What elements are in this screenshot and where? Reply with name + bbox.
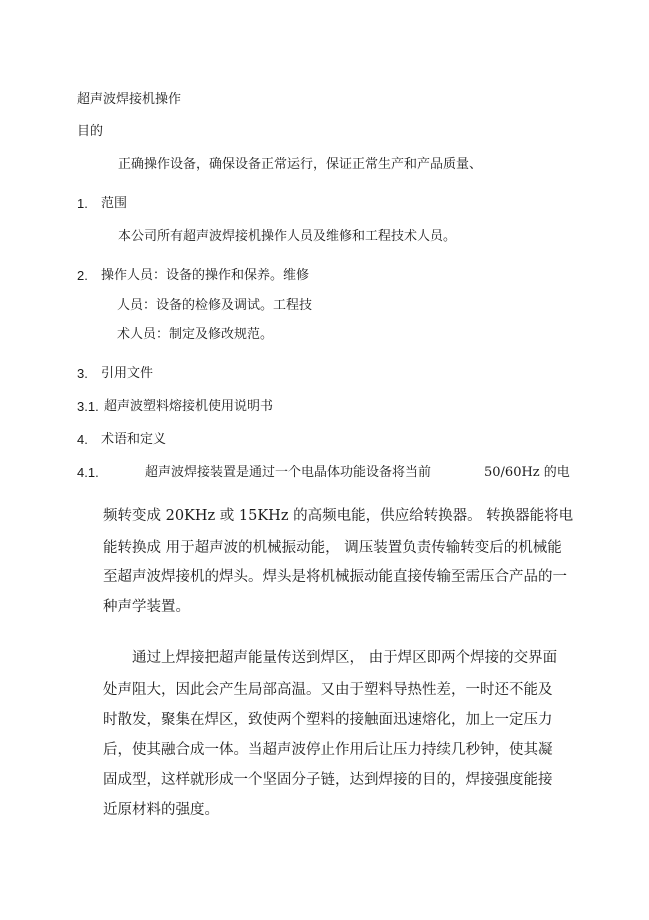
term-para1-line-5: 种声学装置。 (103, 599, 190, 615)
term-para2-line-1: 通过上焊接把超声能量传送到焊区， 由于焊区即两个焊接的交界面 (132, 650, 558, 666)
roles-line-3: 术人员：制定及修改规范。 (117, 327, 274, 342)
terms-heading: 术语和定义 (101, 432, 167, 447)
term-para1-line-2: 频转变成 20KHz 或 15KHz 的高频电能，供应给转换器。 转换器能将电 (103, 508, 574, 524)
references-number: 3. (77, 366, 88, 381)
term-para1-first-a: 超声波焊接装置是通过一个电晶体功能设备将当前 (145, 465, 432, 480)
reference-item-text: 超声波塑料熔接机使用说明书 (104, 399, 274, 414)
term-para2-line-3: 时散发，聚集在焊区，致使两个塑料的接触面迅速熔化，加上一定压力 (103, 712, 553, 728)
term-para2-line-4: 后，使其融合成一体。当超声波停止作用后让压力持续几秒钟，使其凝 (103, 742, 553, 758)
roles-line-1: 操作人员：设备的操作和保养。维修 (101, 268, 310, 283)
term-item-number: 4.1. (77, 465, 99, 480)
references-heading: 引用文件 (101, 366, 154, 381)
roles-number: 2. (77, 268, 88, 283)
scope-text: 本公司所有超声波焊接机操作人员及维修和工程技术人员。 (118, 229, 457, 244)
terms-number: 4. (77, 432, 88, 447)
term-para1-line-3: 能转换成 用于超声波的机械振动能， 调压装置负责传输转变后的机械能 (103, 540, 562, 556)
roles-line-2: 人员：设备的检修及调试。工程技 (117, 298, 313, 313)
term-para2-line-5: 固成型，这样就形成一个坚固分子链，达到焊接的目的，焊接强度能接 (103, 772, 553, 788)
reference-item-number: 3.1. (77, 399, 99, 414)
term-para2-line-2: 处声阻大，因此会产生局部高温。又由于塑料导热性差，一时还不能及 (103, 682, 553, 698)
purpose-text: 正确操作设备，确保设备正常运行，保证正常生产和产品质量、 (118, 157, 483, 172)
scope-number: 1. (77, 196, 88, 211)
scope-heading: 范围 (101, 196, 128, 211)
term-para2-line-6: 近原材料的强度。 (103, 802, 219, 818)
purpose-heading: 目的 (77, 124, 104, 139)
term-para1-line-4: 至超声波焊接机的焊头。焊头是将机械振动能直接传输至需压合产品的一 (103, 569, 567, 585)
term-para1-first-b: 50/60Hz 的电 (484, 465, 570, 480)
document-title: 超声波焊接机操作 (77, 92, 182, 107)
